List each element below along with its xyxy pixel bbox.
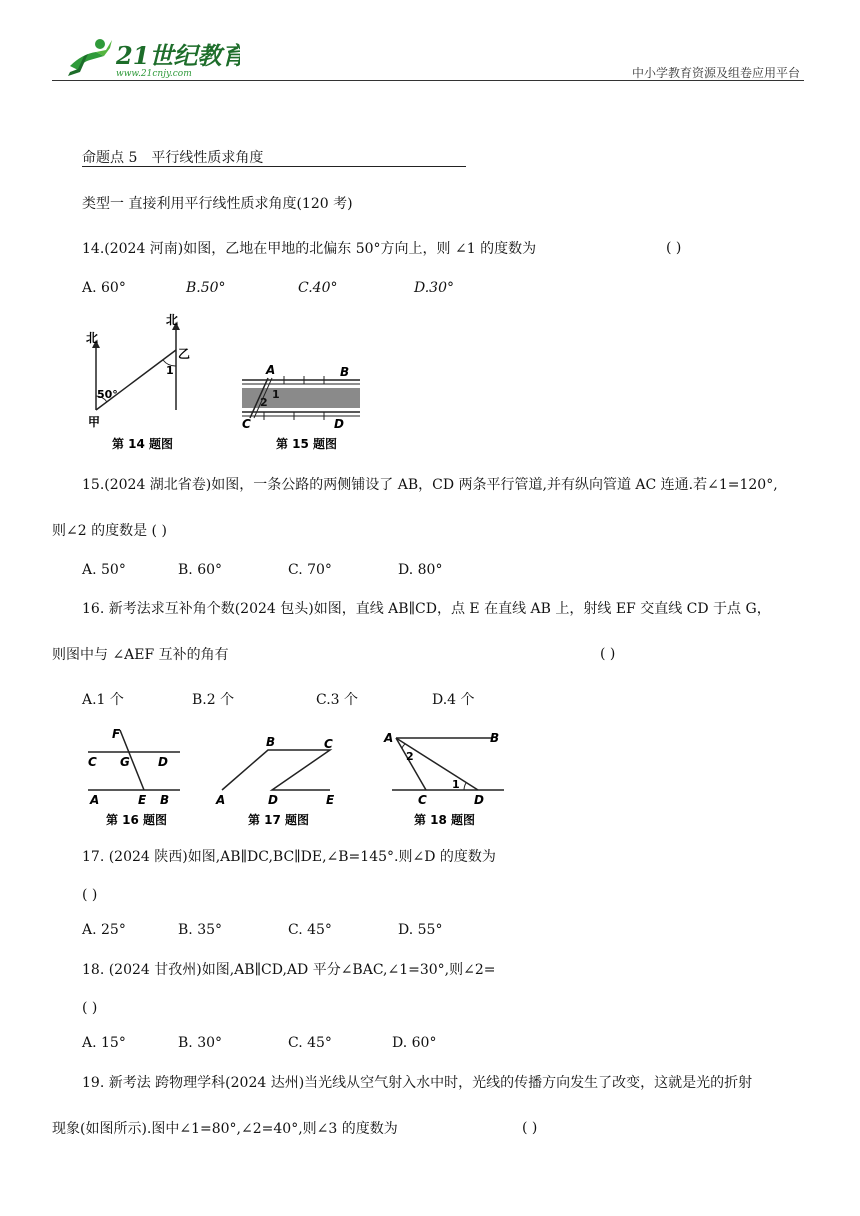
q16-option-c: C.3 个 [316,692,359,708]
logo-url: www.21cnjy.com [116,69,192,79]
q14-option-c: C.40° [298,280,338,296]
q18-option-a: A. 15° [82,1035,126,1051]
fig14-label-one: 1 [166,364,174,377]
q18-option-c: C. 45° [288,1035,332,1051]
q17-option-b: B. 35° [178,922,223,938]
q16-option-d: D.4 个 [432,692,475,708]
fig16-caption: 第 16 题图 [106,813,168,827]
q17-option-c: C. 45° [288,922,332,938]
q18-text: 18. (2024 甘孜州)如图,AB∥CD,AD 平分∠BAC,∠1=30°,则∠2= [82,962,496,978]
section-title: 命题点 5 平行线性质求角度 [82,150,264,166]
fig18-label-one: 1 [452,778,460,791]
fig18-caption: 第 18 题图 [414,813,476,827]
q16-option-b: B.2 个 [192,692,235,708]
figure-14 [82,312,202,454]
fig17-caption: 第 17 题图 [248,813,310,827]
fig17-label-e: E [326,793,335,807]
fig18-label-two: 2 [406,750,414,763]
figure-15 [238,362,366,454]
fig15-label-b: B [340,365,350,379]
fig18-angle-arc-1 [464,783,466,790]
q15-option-c: C. 70° [288,562,332,578]
q19-answer-paren: ( ) [522,1120,538,1136]
q18-option-b: B. 30° [178,1035,223,1051]
q14-text: 14.(2024 河南)如图，乙地在甲地的北偏东 50°方向上，则 ∠1 的度数为 [82,241,537,257]
q15-text-line2: 则∠2 的度数是 ( ) [52,523,167,539]
fig18-label-c: C [418,793,427,807]
q19-text-line2: 现象(如图所示).图中∠1=80°,∠2=40°,则∠3 的度数为 [52,1121,398,1137]
fig14-label-north-jia: 北 [86,331,99,345]
fig17-label-d: D [268,793,278,807]
fig14-caption: 第 14 题图 [112,437,174,451]
fig18-segment-ac [396,738,426,790]
fig16-label-g: G [120,755,130,769]
header-platform-text: 中小学教育资源及组卷应用平台 [631,66,800,80]
q16-answer-paren: ( ) [600,646,616,662]
fig17-polyline [222,750,330,790]
fig15-label-two: 2 [260,396,268,409]
figure-18 [380,726,510,830]
q17-answer-paren: ( ) [82,887,98,903]
fig15-label-c: C [242,417,251,431]
q16-option-a: A.1 个 [82,692,124,708]
q17-option-a: A. 25° [82,922,126,938]
fig16-label-c: C [88,755,97,769]
fig17-label-a: A [216,793,226,807]
q14-answer-paren: ( ) [666,240,682,256]
runner-icon [68,39,112,76]
q17-option-d: D. 55° [398,922,443,938]
q18-answer-paren: ( ) [82,1000,98,1016]
q15-option-a: A. 50° [82,562,126,578]
fig14-label-yi: 乙 [178,347,191,361]
site-logo [60,36,240,80]
fig17-label-b: B [266,735,276,749]
section-title-underline [82,166,466,167]
fig14-label-north-yi: 北 [166,313,179,327]
q16-text-line2: 则图中与 ∠AEF 互补的角有 [52,647,229,663]
logo-text: 21世纪教育 [116,41,240,70]
fig16-label-a: A [90,793,100,807]
fig16-label-f: F [112,727,121,741]
fig16-label-d: D [158,755,168,769]
q15-option-d: D. 80° [398,562,443,578]
fig17-label-c: C [324,737,333,751]
fig18-label-d: D [474,793,484,807]
q16-text-line1: 16. 新考法求互补角个数(2024 包头)如图，直线 AB∥CD，点 E 在直线 AB 上，射线 EF 交直线 CD 于点 G， [82,601,771,617]
q17-text: 17. (2024 陕西)如图,AB∥DC,BC∥DE,∠B=145°.则∠D 的度数为 [82,849,496,865]
figure-16 [84,726,184,830]
q19-text-line1: 19. 新考法 跨物理学科(2024 达州)当光线从空气射入水中时，光线的传播方向发生了改变，这就是光的折射 [82,1075,753,1091]
fig18-label-b: B [490,731,500,745]
q14-option-b: B.50° [186,280,226,296]
q14-option-d: D.30° [414,280,454,296]
q15-text-line1: 15.(2024 湖北省卷)如图，一条公路的两侧铺设了 AB，CD 两条平行管道,并有纵向管道 AC 连通.若∠1=120°, [82,477,778,493]
q18-option-d: D. 60° [392,1035,437,1051]
fig15-label-d: D [334,417,344,431]
fig14-connecting-line [96,350,176,410]
fig14-label-jia: 甲 [88,415,101,429]
fig15-caption: 第 15 题图 [276,437,338,451]
figure-17 [212,730,348,830]
q15-option-b: B. 60° [178,562,223,578]
fig16-label-e: E [138,793,147,807]
section-type: 类型一 直接利用平行线性质求角度(120 考) [82,196,353,212]
fig18-label-a: A [384,731,394,745]
fig16-label-b: B [160,793,170,807]
q14-option-a: A. 60° [82,280,126,296]
fig18-angle-arc-2 [402,744,405,748]
fig14-label-angle: 50° [97,388,118,401]
fig18-segment-ad [396,738,478,790]
fig15-label-one: 1 [272,388,280,401]
header-divider [52,80,804,81]
fig15-label-a: A [266,363,276,377]
